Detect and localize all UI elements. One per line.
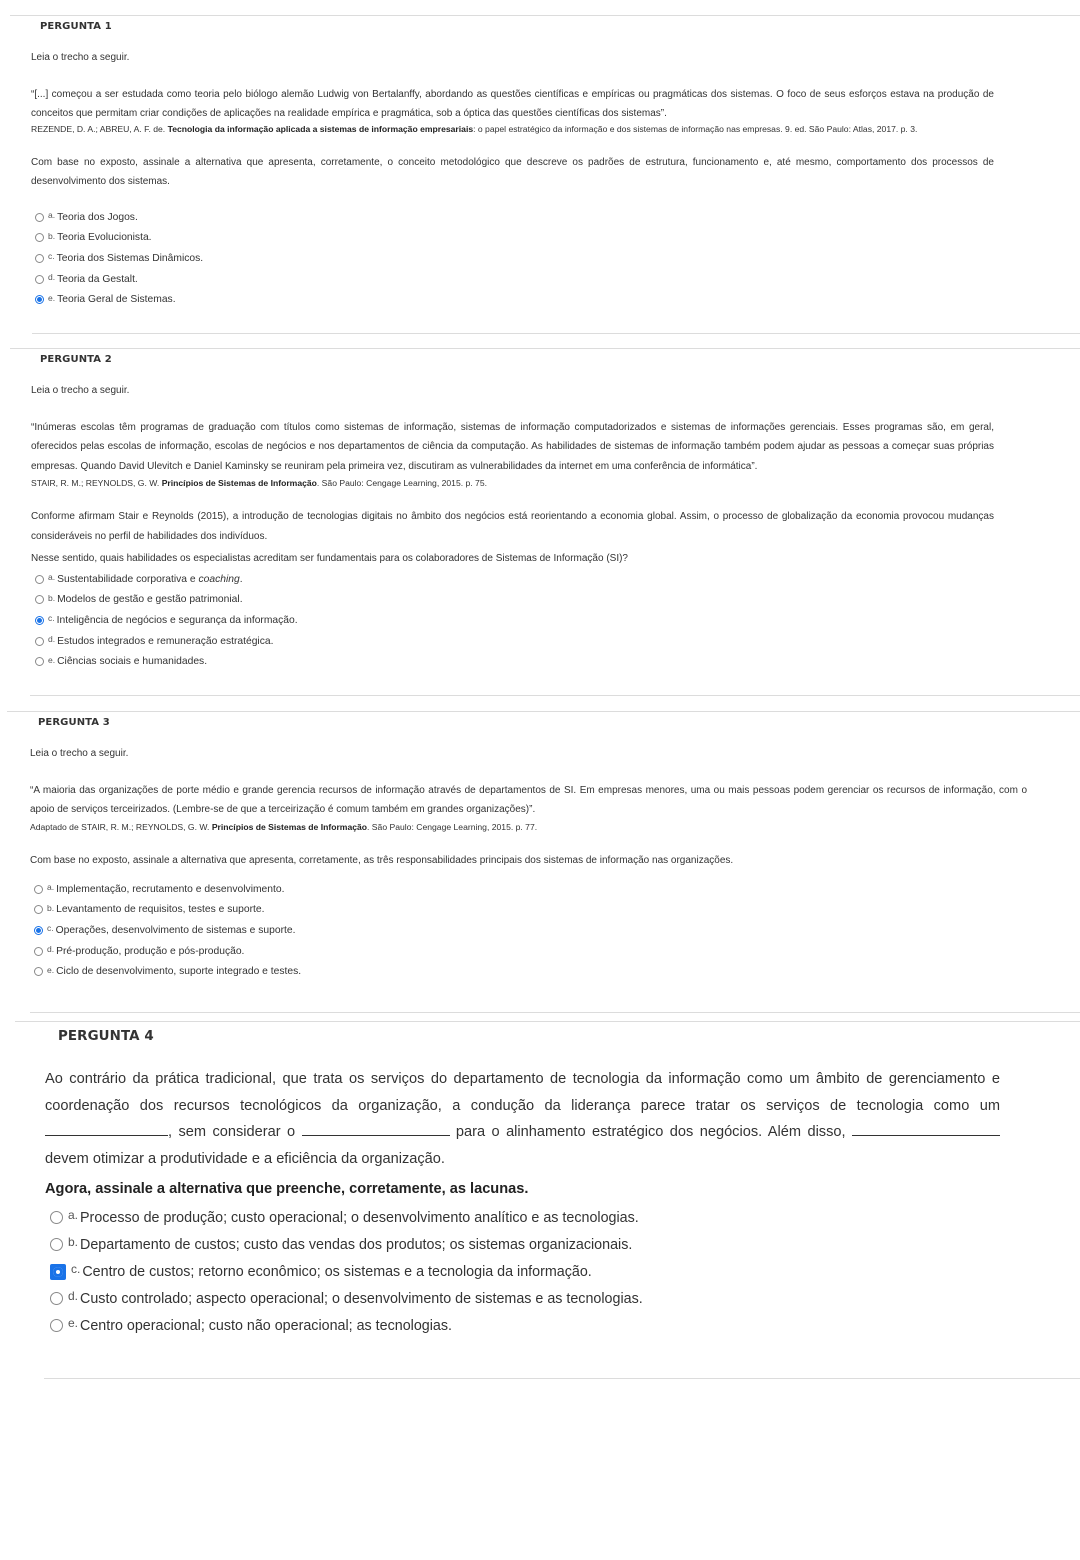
options-list bbox=[35, 207, 203, 310]
prompt-text: Com base no exposto, assinale a alternativa que apresenta, corretamente, o conceito metodológico que descreve os padrões de estrutura, funcionamento e, até mesmo, comportamento dos processos de desenvolvimento dos sistemas. bbox=[31, 156, 994, 188]
option-e[interactable]: e. Teoria Geral de Sistemas. bbox=[35, 289, 203, 310]
options-list bbox=[35, 569, 298, 672]
option-a[interactable]: a. Teoria dos Jogos. bbox=[35, 207, 203, 228]
question-body bbox=[31, 381, 994, 568]
option-d[interactable]: d. Teoria da Gestalt. bbox=[35, 269, 203, 290]
option-a[interactable]: a. Processo de produção; custo operacional; o desenvolvimento analítico e as tecnologias. bbox=[50, 1204, 643, 1231]
option-e[interactable]: e. Centro operacional; custo não operacional; as tecnologias. bbox=[50, 1312, 643, 1339]
question-title: PERGUNTA 4 bbox=[58, 1029, 154, 1044]
radio-button-selected-icon[interactable] bbox=[35, 295, 44, 304]
option-b[interactable]: b. Departamento de custos; custo das vendas dos produtos; os sistemas organizacionais. bbox=[50, 1231, 643, 1258]
option-d[interactable]: d. Pré-produção, produção e pós-produção. bbox=[34, 941, 301, 962]
divider bbox=[10, 15, 1080, 16]
intro-text: Leia o trecho a seguir. bbox=[31, 52, 130, 63]
radio-button-icon[interactable] bbox=[35, 213, 44, 222]
divider bbox=[15, 1021, 1080, 1022]
option-b[interactable]: b. Levantamento de requisitos, testes e suporte. bbox=[34, 900, 301, 921]
divider bbox=[44, 1378, 1080, 1379]
quote-text: “Inúmeras escolas têm programas de graduação com títulos como sistemas de informação, sistemas de informação computadorizados e sistemas de informações gerenciais. Esses programas são, em geral, oferecidos pelas escolas de informação, escolas de negócios e nos departamentos de ciência da computação. As habilidades de sistemas de informação também podem ajudar as pessoas a começar suas próprias empresas. Quando David Ulevitch e Daniel Kaminsky se reuniram pela primeira vez, discutiram as vulnerabilidades da internet em uma conferência de informática”. bbox=[31, 421, 994, 472]
radio-button-selected-focused-icon[interactable] bbox=[50, 1264, 66, 1280]
question-title: PERGUNTA 3 bbox=[38, 717, 110, 728]
options-list bbox=[50, 1204, 643, 1339]
radio-button-icon[interactable] bbox=[35, 575, 44, 584]
citation: REZENDE, D. A.; ABREU, A. F. de. Tecnologia da informação aplicada a sistemas de informação empresariais: o papel estratégico da informação e dos sistemas de informação nas empresas. 9. ed. São Paulo: Atlas, 2017. p. 3. bbox=[31, 123, 918, 134]
question-body bbox=[45, 1066, 1000, 1203]
divider bbox=[30, 695, 1080, 696]
option-b[interactable]: b. Modelos de gestão e gestão patrimonial. bbox=[35, 590, 298, 611]
radio-button-icon[interactable] bbox=[35, 637, 44, 646]
radio-button-icon[interactable] bbox=[35, 233, 44, 242]
radio-button-icon[interactable] bbox=[50, 1292, 63, 1305]
blank-1 bbox=[45, 1124, 168, 1136]
divider bbox=[10, 348, 1080, 349]
radio-button-icon[interactable] bbox=[35, 657, 44, 666]
option-c[interactable]: c. Inteligência de negócios e segurança da informação. bbox=[35, 610, 298, 631]
blank-3 bbox=[852, 1124, 1000, 1136]
question-body bbox=[30, 744, 1027, 870]
prompt-text: Agora, assinale a alternativa que preenche, corretamente, as lacunas. bbox=[45, 1181, 529, 1197]
citation: Adaptado de STAIR, R. M.; REYNOLDS, G. W. Princípios de Sistemas de Informação. São Paulo: Cengage Learning, 2015. p. 77. bbox=[30, 821, 538, 832]
option-a[interactable]: a. Sustentabilidade corporativa e coaching. bbox=[35, 569, 298, 590]
question-title: PERGUNTA 2 bbox=[40, 354, 112, 365]
option-e[interactable]: e. Ciências sociais e humanidades. bbox=[35, 651, 298, 672]
radio-button-icon[interactable] bbox=[35, 595, 44, 604]
radio-button-selected-icon[interactable] bbox=[35, 616, 44, 625]
divider bbox=[32, 333, 1080, 334]
radio-button-selected-icon[interactable] bbox=[34, 926, 43, 935]
prompt-text: Com base no exposto, assinale a alternativa que apresenta, corretamente, as três responsabilidades principais dos sistemas de informação nas organizações. bbox=[30, 854, 734, 866]
radio-button-icon[interactable] bbox=[50, 1319, 63, 1332]
blank-2 bbox=[302, 1124, 450, 1136]
context-text: Conforme afirmam Stair e Reynolds (2015), a introdução de tecnologias digitais no âmbito dos negócios está reorientando a economia global. Assim, o processo de globalização da economia provocou mudanças consideráveis no perfil de habilidades dos indivíduos. bbox=[31, 511, 994, 542]
radio-button-icon[interactable] bbox=[50, 1238, 63, 1251]
option-c[interactable]: c. Centro de custos; retorno econômico; os sistemas e a tecnologia da informação. bbox=[50, 1258, 643, 1285]
radio-button-icon[interactable] bbox=[35, 254, 44, 263]
divider bbox=[7, 711, 1080, 712]
radio-button-icon[interactable] bbox=[34, 947, 43, 956]
option-c[interactable]: c. Teoria dos Sistemas Dinâmicos. bbox=[35, 248, 203, 269]
divider bbox=[30, 1012, 1080, 1013]
question-title: PERGUNTA 1 bbox=[40, 21, 112, 32]
radio-button-icon[interactable] bbox=[34, 905, 43, 914]
radio-button-icon[interactable] bbox=[34, 967, 43, 976]
options-list bbox=[34, 879, 301, 982]
statement-text: Ao contrário da prática tradicional, que trata os serviços do departamento de tecnologia da informação como um âmbito de gerenciamento e coordenação dos recursos tecnológicos da organização, a condução da liderança parece tratar os serviços de tecnologia como um , sem considerar o para o alinhamento estratégico dos negócios. Além disso, devem otimizar a produtividade e a eficiência da organização. bbox=[45, 1071, 1000, 1167]
citation-title: Princípios de Sistemas de Informação bbox=[211, 821, 368, 832]
radio-button-icon[interactable] bbox=[50, 1211, 63, 1224]
citation-title: Princípios de Sistemas de Informação bbox=[161, 478, 317, 489]
option-d[interactable]: d. Custo controlado; aspecto operacional; o desenvolvimento de sistemas e as tecnologias. bbox=[50, 1285, 643, 1312]
option-d[interactable]: d. Estudos integrados e remuneração estratégica. bbox=[35, 631, 298, 652]
option-e[interactable]: e. Ciclo de desenvolvimento, suporte integrado e testes. bbox=[34, 961, 301, 982]
radio-button-icon[interactable] bbox=[34, 885, 43, 894]
citation-title: Tecnologia da informação aplicada a sistemas de informação empresariais bbox=[167, 123, 474, 134]
intro-text: Leia o trecho a seguir. bbox=[30, 748, 129, 759]
question-body bbox=[31, 48, 994, 192]
option-b[interactable]: b. Teoria Evolucionista. bbox=[35, 228, 203, 249]
citation: STAIR, R. M.; REYNOLDS, G. W. Princípios de Sistemas de Informação. São Paulo: Cengage Learning, 2015. p. 75. bbox=[31, 478, 488, 489]
quote-text: “A maioria das organizações de porte médio e grande gerencia recursos de informação através de departamentos de SI. Em empresas menores, uma ou mais pessoas podem gerenciar os recursos de informação, com o apoio de serviços terceirizados. (Lembre-se de que a terceirização é comum também em grandes organizações)”. bbox=[30, 784, 1027, 816]
intro-text: Leia o trecho a seguir. bbox=[31, 385, 130, 396]
option-a[interactable]: a. Implementação, recrutamento e desenvolvimento. bbox=[34, 879, 301, 900]
radio-button-icon[interactable] bbox=[35, 275, 44, 284]
prompt-text: Nesse sentido, quais habilidades os especialistas acreditam ser fundamentais para os colaboradores de Sistemas de Informação (SI)? bbox=[31, 552, 628, 564]
option-c[interactable]: c. Operações, desenvolvimento de sistemas e suporte. bbox=[34, 920, 301, 941]
quote-text: “[...] começou a ser estudada como teoria pelo biólogo alemão Ludwig von Bertalanffy, abordando as questões científicas e empíricas ou pragmáticas dos sistemas. O foco de seus esforços estava na produção de conceitos que permitam criar condições de aplicações na realidade empírica e pragmática, sob a óptica das questões científicas dos sistemas”. bbox=[31, 88, 994, 120]
